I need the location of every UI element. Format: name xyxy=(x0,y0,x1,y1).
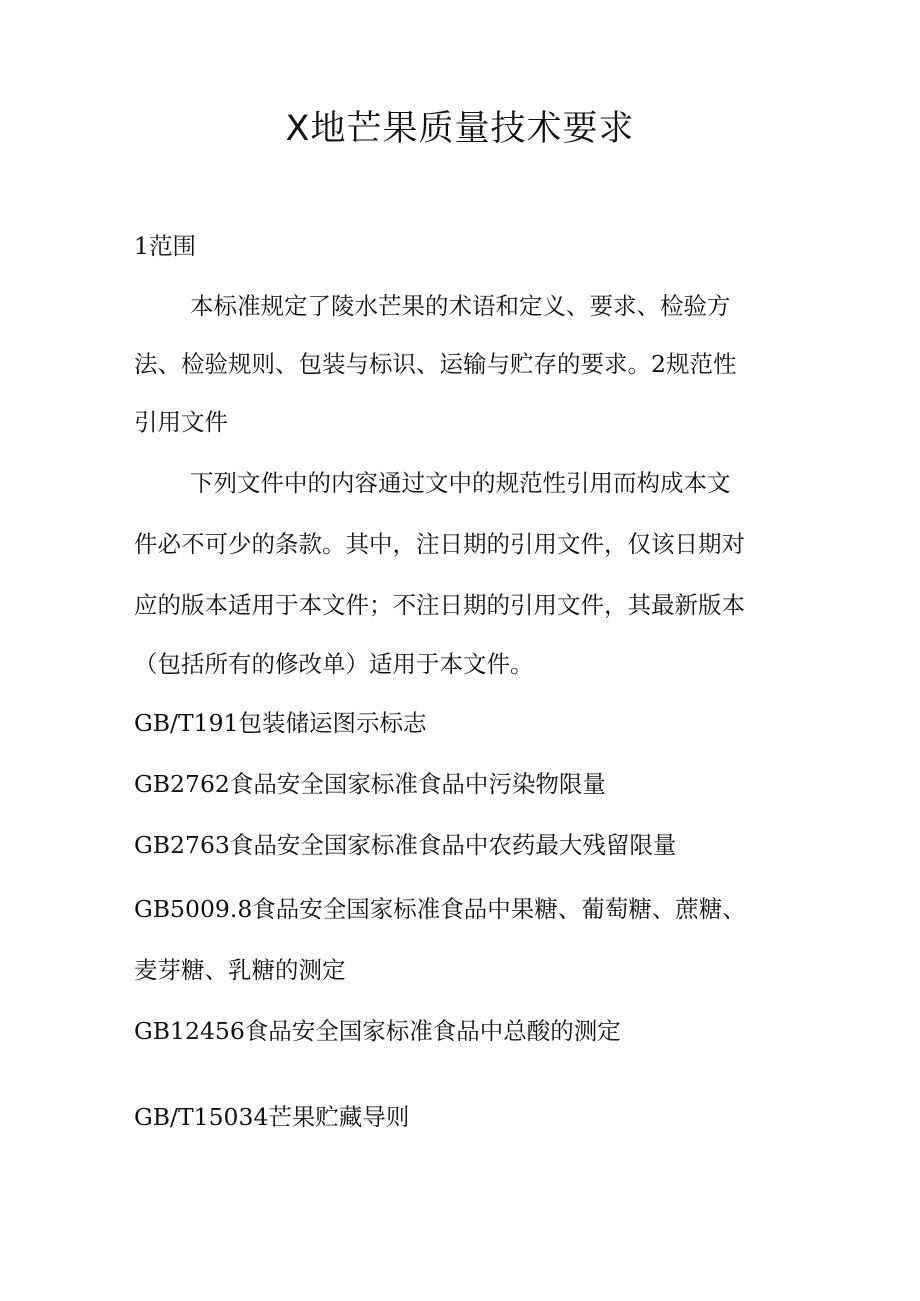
document-title: X地芒果质量技术要求 xyxy=(285,109,635,149)
normative-paragraph-line-2: 件必不可少的条款。其中，注日期的引用文件，仅该日期对 xyxy=(134,530,745,558)
scope-paragraph-line-3: 引用文件 xyxy=(134,408,228,436)
reference-item-gb2763: GB2763食品安全国家标准食品中农药最大残留限量 xyxy=(134,831,677,859)
section-heading-scope: 1范围 xyxy=(134,232,196,260)
reference-item-gbt15034: GB/T15034芒果贮藏导则 xyxy=(134,1103,410,1131)
scope-paragraph-line-2: 法、检验规则、包装与标识、运输与贮存的要求。2规范性 xyxy=(134,350,737,378)
scope-paragraph-line-1: 本标准规定了陵水芒果的术语和定义、要求、检验方 xyxy=(190,292,731,320)
reference-item-gb5009-8: GB5009.8食品安全国家标准食品中果糖、葡萄糖、蔗糖、 xyxy=(134,895,746,923)
normative-paragraph-line-1: 下列文件中的内容通过文中的规范性引用而构成本文 xyxy=(190,469,731,497)
reference-item-gb5009-8-cont: 麦芽糖、乳糖的测定 xyxy=(134,956,346,984)
reference-item-gb2762: GB2762食品安全国家标准食品中污染物限量 xyxy=(134,770,606,798)
reference-item-gbt191: GB/T191包装储运图示标志 xyxy=(134,709,427,737)
reference-item-gb12456: GB12456食品安全国家标准食品中总酸的测定 xyxy=(134,1017,621,1045)
normative-paragraph-line-3: 应的版本适用于本文件；不注日期的引用文件，其最新版本 xyxy=(134,591,745,619)
normative-paragraph-line-4: （包括所有的修改单）适用于本文件。 xyxy=(134,650,534,678)
